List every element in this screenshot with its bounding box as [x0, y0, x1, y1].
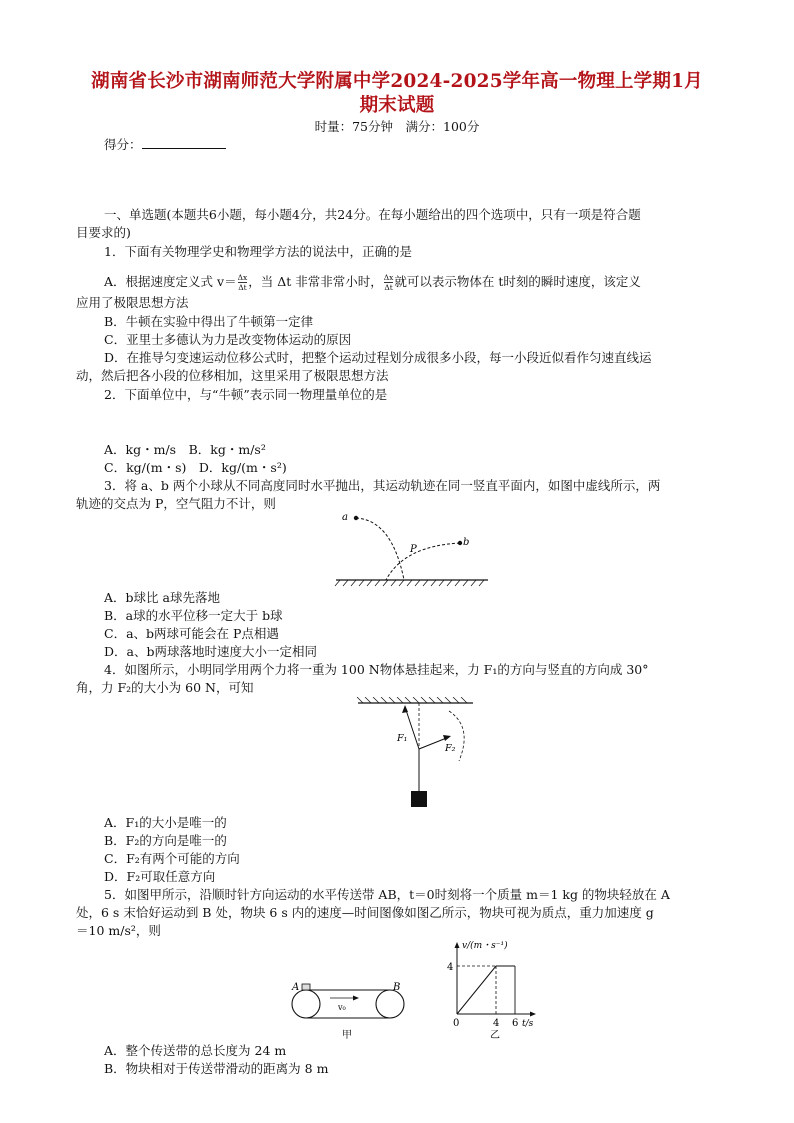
q5-stem-cont2: ＝10 m/s²，则 [76, 923, 161, 938]
label-f1: F₁ [397, 733, 408, 744]
q1-option-b: B．牛顿在实验中得出了牛顿第一定律 [104, 314, 314, 329]
ball-a [354, 516, 358, 520]
q3-option-a: A．b球比 a球先落地 [104, 590, 220, 605]
label-b: b [463, 537, 470, 548]
label-a: a [342, 512, 348, 523]
projectile-figure [334, 506, 494, 590]
q4-option-c: C．F₂有两个可能的方向 [104, 851, 240, 866]
pulley-right [376, 990, 404, 1018]
q1-option-d: D．在推导匀变速运动位移公式时，把整个运动过程划分成很多小段，每一小段近似看作匀速直线运 [104, 350, 652, 365]
q5-option-b: B．物块相对于传送带滑动的距离为 8 m [104, 1061, 329, 1076]
q5-stem-cont: 处，6 s 末恰好运动到 B 处，物块 6 s 内的速度—时间图像如图乙所示，物块可视为质点，重力加速度 g [76, 905, 654, 920]
score-field [104, 135, 226, 153]
block-on-belt [302, 984, 310, 990]
weight-block [411, 791, 427, 807]
graph-xlabel: t/s [522, 1019, 534, 1029]
label-p: P [410, 544, 417, 555]
accel-line [457, 966, 496, 1014]
q2-options-ab: A．kg・m/s B．kg・m/s² [104, 442, 266, 457]
q1-stem: 1．下面有关物理学史和物理学方法的说法中，正确的是 [104, 244, 412, 259]
velocity-time-graph [446, 938, 546, 1042]
q3-option-b: B．a球的水平位移一定大于 b球 [104, 608, 283, 623]
q2-options-cd: C．kg/(m・s) D．kg/(m・s²) [104, 460, 287, 475]
q1-option-a [104, 273, 748, 292]
score-label: 得分： [104, 137, 142, 152]
f1-arrowhead [402, 705, 408, 713]
q4-option-b: B．F₂的方向是唯一的 [104, 833, 227, 848]
trajectory-a [356, 518, 404, 580]
frac-numerator-2: Δx [383, 273, 394, 282]
tick-x6: 6 [512, 1018, 519, 1029]
conveyor-figure [286, 980, 414, 1040]
label-f2: F₂ [445, 743, 456, 754]
label-yi: 乙 [490, 1030, 500, 1041]
frac-denominator: Δt [238, 283, 247, 292]
q5-stem: 5．如图甲所示，沿顺时针方向运动的水平传送带 AB，t＝0时刻将一个质量 m＝1 kg 的物块轻放在 A [104, 887, 670, 902]
label-jia: 甲 [342, 1030, 352, 1040]
q2-stem: 2．下面单位中，与“牛顿”表示同一物理量单位的是 [104, 387, 388, 402]
trajectory-b [386, 543, 460, 580]
f2-arrowhead [443, 735, 451, 741]
q4-option-a: A．F₁的大小是唯一的 [104, 815, 227, 830]
y-axis-arrow [455, 942, 460, 948]
velocity-fraction-2 [384, 273, 394, 292]
frac-numerator: Δx [237, 273, 248, 282]
ball-b [458, 541, 462, 545]
section-heading: 一、单选题(本题共6小题，每小题4分，共24分。在每小题给出的四个选项中，只有一项是符合题 [104, 207, 641, 222]
q1-a-prefix: A．根据速度定义式 v＝ [104, 274, 237, 289]
label-B: B [393, 982, 401, 993]
tick-x4: 4 [493, 1018, 500, 1029]
q3-stem: 3．将 a、b 两个小球从不同高度同时水平抛出，其运动轨迹在同一竖直平面内，如图中虚线所示，两 [104, 478, 661, 493]
force-figure [355, 697, 475, 817]
q5-option-a: A．整个传送带的总长度为 24 m [104, 1043, 287, 1058]
q4-stem-cont: 角，力 F₂的大小为 60 N，可知 [76, 680, 254, 695]
q1-option-c: C．亚里士多德认为力是改变物体运动的原因 [104, 332, 352, 347]
q1-option-d-cont: 动，然后把各小段的位移相加，这里采用了极限思想方法 [76, 368, 389, 383]
frac-denominator-2: Δt [384, 283, 393, 292]
score-blank [142, 136, 226, 149]
exam-title-line2: 期末试题 [359, 95, 435, 116]
q4-option-d: D．F₂可取任意方向 [104, 869, 216, 884]
velocity-fraction [238, 273, 248, 292]
x-axis-arrow [530, 1012, 536, 1017]
q1-option-a-cont: 应用了极限思想方法 [76, 295, 189, 310]
q1-a-mid: ，当 Δt 非常非常小时， [248, 274, 383, 289]
tick-y4: 4 [447, 962, 454, 973]
q3-option-d: D．a、b两球落地时速度大小一定相同 [104, 644, 317, 659]
exam-subtitle: 时量：75分钟 满分：100分 [314, 119, 480, 134]
belt-velocity-arrowhead [353, 996, 359, 1001]
tick-x0: 0 [453, 1018, 460, 1029]
exam-title-line1: 湖南省长沙市湖南师范大学附属中学2024-2025学年高一物理上学期1月 [91, 71, 703, 92]
graph-ylabel: v/(m・s⁻¹) [462, 941, 508, 951]
label-v0: v₀ [338, 1003, 346, 1012]
q4-stem: 4．如图所示，小明同学用两个力将一重为 100 N物体悬挂起来，力 F₁的方向与竖直的方向成 30° [104, 662, 649, 677]
pulley-left [292, 990, 320, 1018]
section-heading-cont: 目要求的) [76, 225, 131, 240]
q1-a-suffix: 就可以表示物体在 t时刻的瞬时速度，该定义 [394, 274, 641, 289]
label-A: A [292, 982, 300, 993]
q3-option-c: C．a、b两球可能会在 P点相遇 [104, 626, 279, 641]
q3-stem-cont: 轨迹的交点为 P，空气阻力不计，则 [76, 496, 276, 511]
